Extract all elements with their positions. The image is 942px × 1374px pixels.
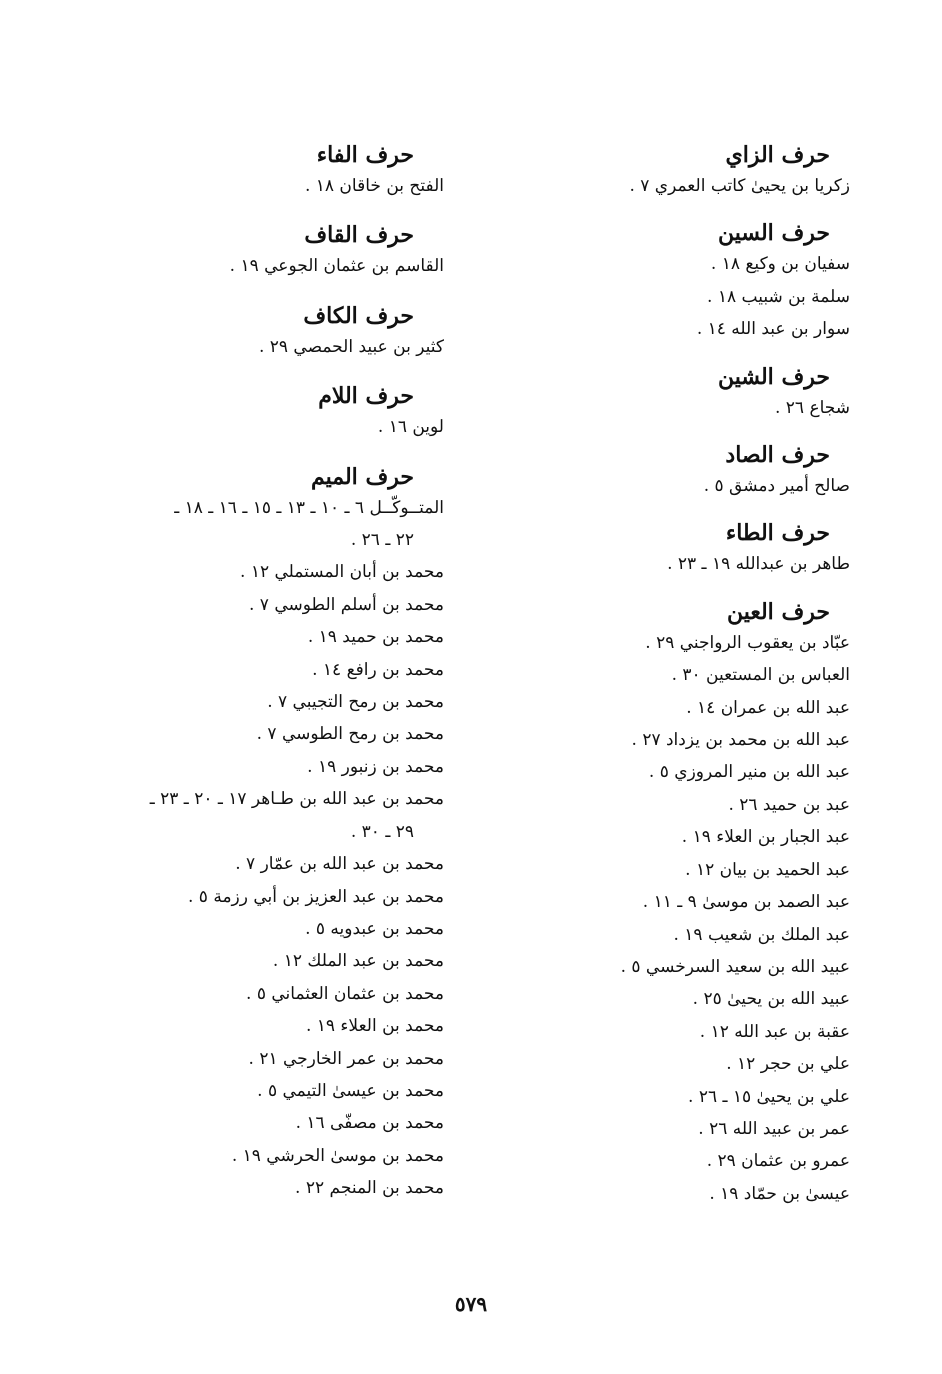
section-heading: حرف العين bbox=[726, 598, 830, 625]
index-section bbox=[550, 362, 850, 440]
index-entry: عمر بن عبيد الله ٢٦ . bbox=[698, 1118, 850, 1139]
index-entry: العباس بن المستعين ٣٠ . bbox=[671, 665, 850, 686]
entry-list bbox=[84, 170, 444, 202]
section-heading: حرف الطاء bbox=[725, 520, 830, 547]
index-entry: محمد بن العلاء ١٩ . bbox=[305, 1016, 444, 1037]
page-number: ٥٧٩ bbox=[454, 1292, 488, 1316]
index-entry: محمد بن عبد الملك ١٢ . bbox=[272, 951, 444, 972]
section-heading: حرف الزاي bbox=[725, 142, 830, 168]
index-entry: عبد بن حميد ٢٦ . bbox=[728, 794, 850, 815]
index-entry: عيسىٰ بن حمّاد ١٩ . bbox=[709, 1183, 850, 1204]
index-entry: عبد الله بن محمد بن يزداد ٢٧ . bbox=[631, 730, 850, 751]
index-section bbox=[84, 140, 444, 220]
section-heading: حرف الفاء bbox=[316, 142, 414, 168]
entry-text: المتــوكّــل ٦ ـ ١٠ ـ ١٣ ـ ١٥ ـ ١٦ ـ ١٨ ـ bbox=[174, 497, 444, 518]
index-entry: محمد بن مصفّى ١٦ . bbox=[295, 1113, 444, 1134]
index-entry: عبد الحميد بن بيان ١٢ . bbox=[685, 859, 850, 880]
index-entry: علي بن يحيىٰ ١٥ ـ ٢٦ . bbox=[688, 1086, 850, 1107]
index-entry: صالح أمير دمشق ٥ . bbox=[703, 476, 850, 497]
entry-list bbox=[550, 392, 850, 424]
index-entry: محمد بن رمح الطوسي ٧ . bbox=[256, 724, 444, 745]
index-entry: طاهر بن عبدالله ١٩ ـ ٢٣ . bbox=[667, 554, 850, 575]
index-entry: محمد بن عبد الله بن عمّار ٧ . bbox=[235, 854, 444, 875]
index-section bbox=[550, 440, 850, 518]
index-entry: عبيد الله بن سعيد السرخسي ٥ . bbox=[620, 956, 850, 977]
index-entry: محمد بن رافع ١٤ . bbox=[312, 659, 444, 680]
index-entry: الفتح بن خاقان ١٨ . bbox=[304, 176, 444, 196]
index-entry: محمد بن المنجم ٢٢ . bbox=[295, 1178, 444, 1199]
section-heading: حرف الصاد bbox=[725, 442, 830, 469]
index-entry: عبد الله بن منير المروزي ٥ . bbox=[648, 762, 850, 783]
index-entry: عبّاد بن يعقوب الرواجني ٢٩ . bbox=[645, 632, 850, 653]
index-entry: محمد بن أبان المستملي ١٢ . bbox=[240, 562, 444, 583]
index-section bbox=[550, 518, 850, 596]
index-entry: محمد بن أسلم الطوسي ٧ . bbox=[248, 594, 444, 615]
entry-list bbox=[84, 331, 444, 363]
entry-list bbox=[84, 411, 444, 443]
left-column bbox=[84, 140, 444, 1223]
index-section bbox=[84, 381, 444, 461]
section-heading: حرف السين bbox=[717, 220, 830, 247]
index-section bbox=[84, 462, 444, 1223]
index-entry: القاسم بن عثمان الجوعي ١٩ . bbox=[229, 256, 444, 277]
entry-list bbox=[550, 627, 850, 1210]
entry-list bbox=[550, 248, 850, 345]
entry-continuation: ٢٢ ـ ٢٦ . bbox=[350, 530, 414, 551]
index-entry: محمد بن حميد ١٩ . bbox=[307, 627, 444, 648]
index-entry: زكريا بن يحيىٰ كاتب العمري ٧ . bbox=[629, 176, 850, 196]
entry-list bbox=[550, 548, 850, 580]
section-heading: حرف الميم bbox=[310, 463, 414, 490]
index-entry: سفيان بن وكيع ١٨ . bbox=[710, 254, 850, 275]
index-entry: سلمة بن شبيب ١٨ . bbox=[707, 286, 850, 307]
index-entry: عبد الجبار بن العلاء ١٩ . bbox=[681, 827, 850, 848]
index-entry: عقبة بن عبد الله ١٢ . bbox=[699, 1021, 850, 1042]
index-entry: محمد بن عبدويه ٥ . bbox=[305, 918, 444, 939]
index-section bbox=[550, 218, 850, 361]
entry-list bbox=[84, 250, 444, 282]
index-entry: محمد بن عمر الخارجي ٢١ . bbox=[248, 1048, 444, 1069]
index-entry: محمد بن عثمان العثماني ٥ . bbox=[246, 983, 444, 1004]
index-entry: علي بن حجر ١٢ . bbox=[726, 1054, 850, 1075]
index-entry: عبد الله بن عمران ١٤ . bbox=[686, 697, 850, 718]
index-entry: لوين ١٦ . bbox=[377, 417, 444, 438]
index-entry: محمد بن موسىٰ الحرشي ١٩ . bbox=[231, 1145, 444, 1166]
entry-text: محمد بن عبد الله بن طـاهر ١٧ ـ ٢٠ ـ ٢٣ ـ bbox=[149, 789, 444, 810]
index-section bbox=[84, 220, 444, 300]
entry-list bbox=[550, 470, 850, 502]
index-entry: محمد بن رمح التجيبي ٧ . bbox=[267, 692, 444, 713]
index-entry: عبيد الله بن يحيىٰ ٢٥ . bbox=[692, 989, 850, 1010]
index-entry: عبد الملك بن شعيب ١٩ . bbox=[673, 924, 850, 945]
entry-continuation: ٢٩ ـ ٣٠ . bbox=[350, 821, 414, 842]
index-entry: شجاع ٢٦ . bbox=[774, 397, 850, 418]
index-section bbox=[550, 597, 850, 1226]
index-entry: كثير بن عبيد الحمصي ٢٩ . bbox=[258, 336, 444, 357]
index-entry: محمد بن زنبور ١٩ . bbox=[307, 756, 444, 777]
index-entry: عبد الصمد بن موسىٰ ٩ ـ ١١ . bbox=[642, 892, 850, 913]
section-heading: حرف القاف bbox=[304, 222, 414, 249]
index-entry: محمد بن عبد العزيز بن أبي رزمة ٥ . bbox=[187, 886, 444, 907]
section-heading: حرف اللام bbox=[318, 383, 414, 410]
index-entry: محمد بن عيسىٰ التيمي ٥ . bbox=[257, 1080, 444, 1101]
index-entry bbox=[84, 783, 444, 848]
section-heading: حرف الكاف bbox=[303, 302, 414, 329]
entry-list bbox=[550, 170, 850, 202]
index-section bbox=[550, 140, 850, 218]
index-entry bbox=[84, 492, 444, 557]
index-entry: عمرو بن عثمان ٢٩ . bbox=[706, 1151, 850, 1172]
right-column bbox=[550, 140, 850, 1226]
entry-list bbox=[84, 492, 444, 1205]
section-heading: حرف الشين bbox=[717, 363, 830, 390]
index-entry: سوار بن عبد الله ١٤ . bbox=[696, 319, 850, 340]
index-section bbox=[84, 301, 444, 381]
